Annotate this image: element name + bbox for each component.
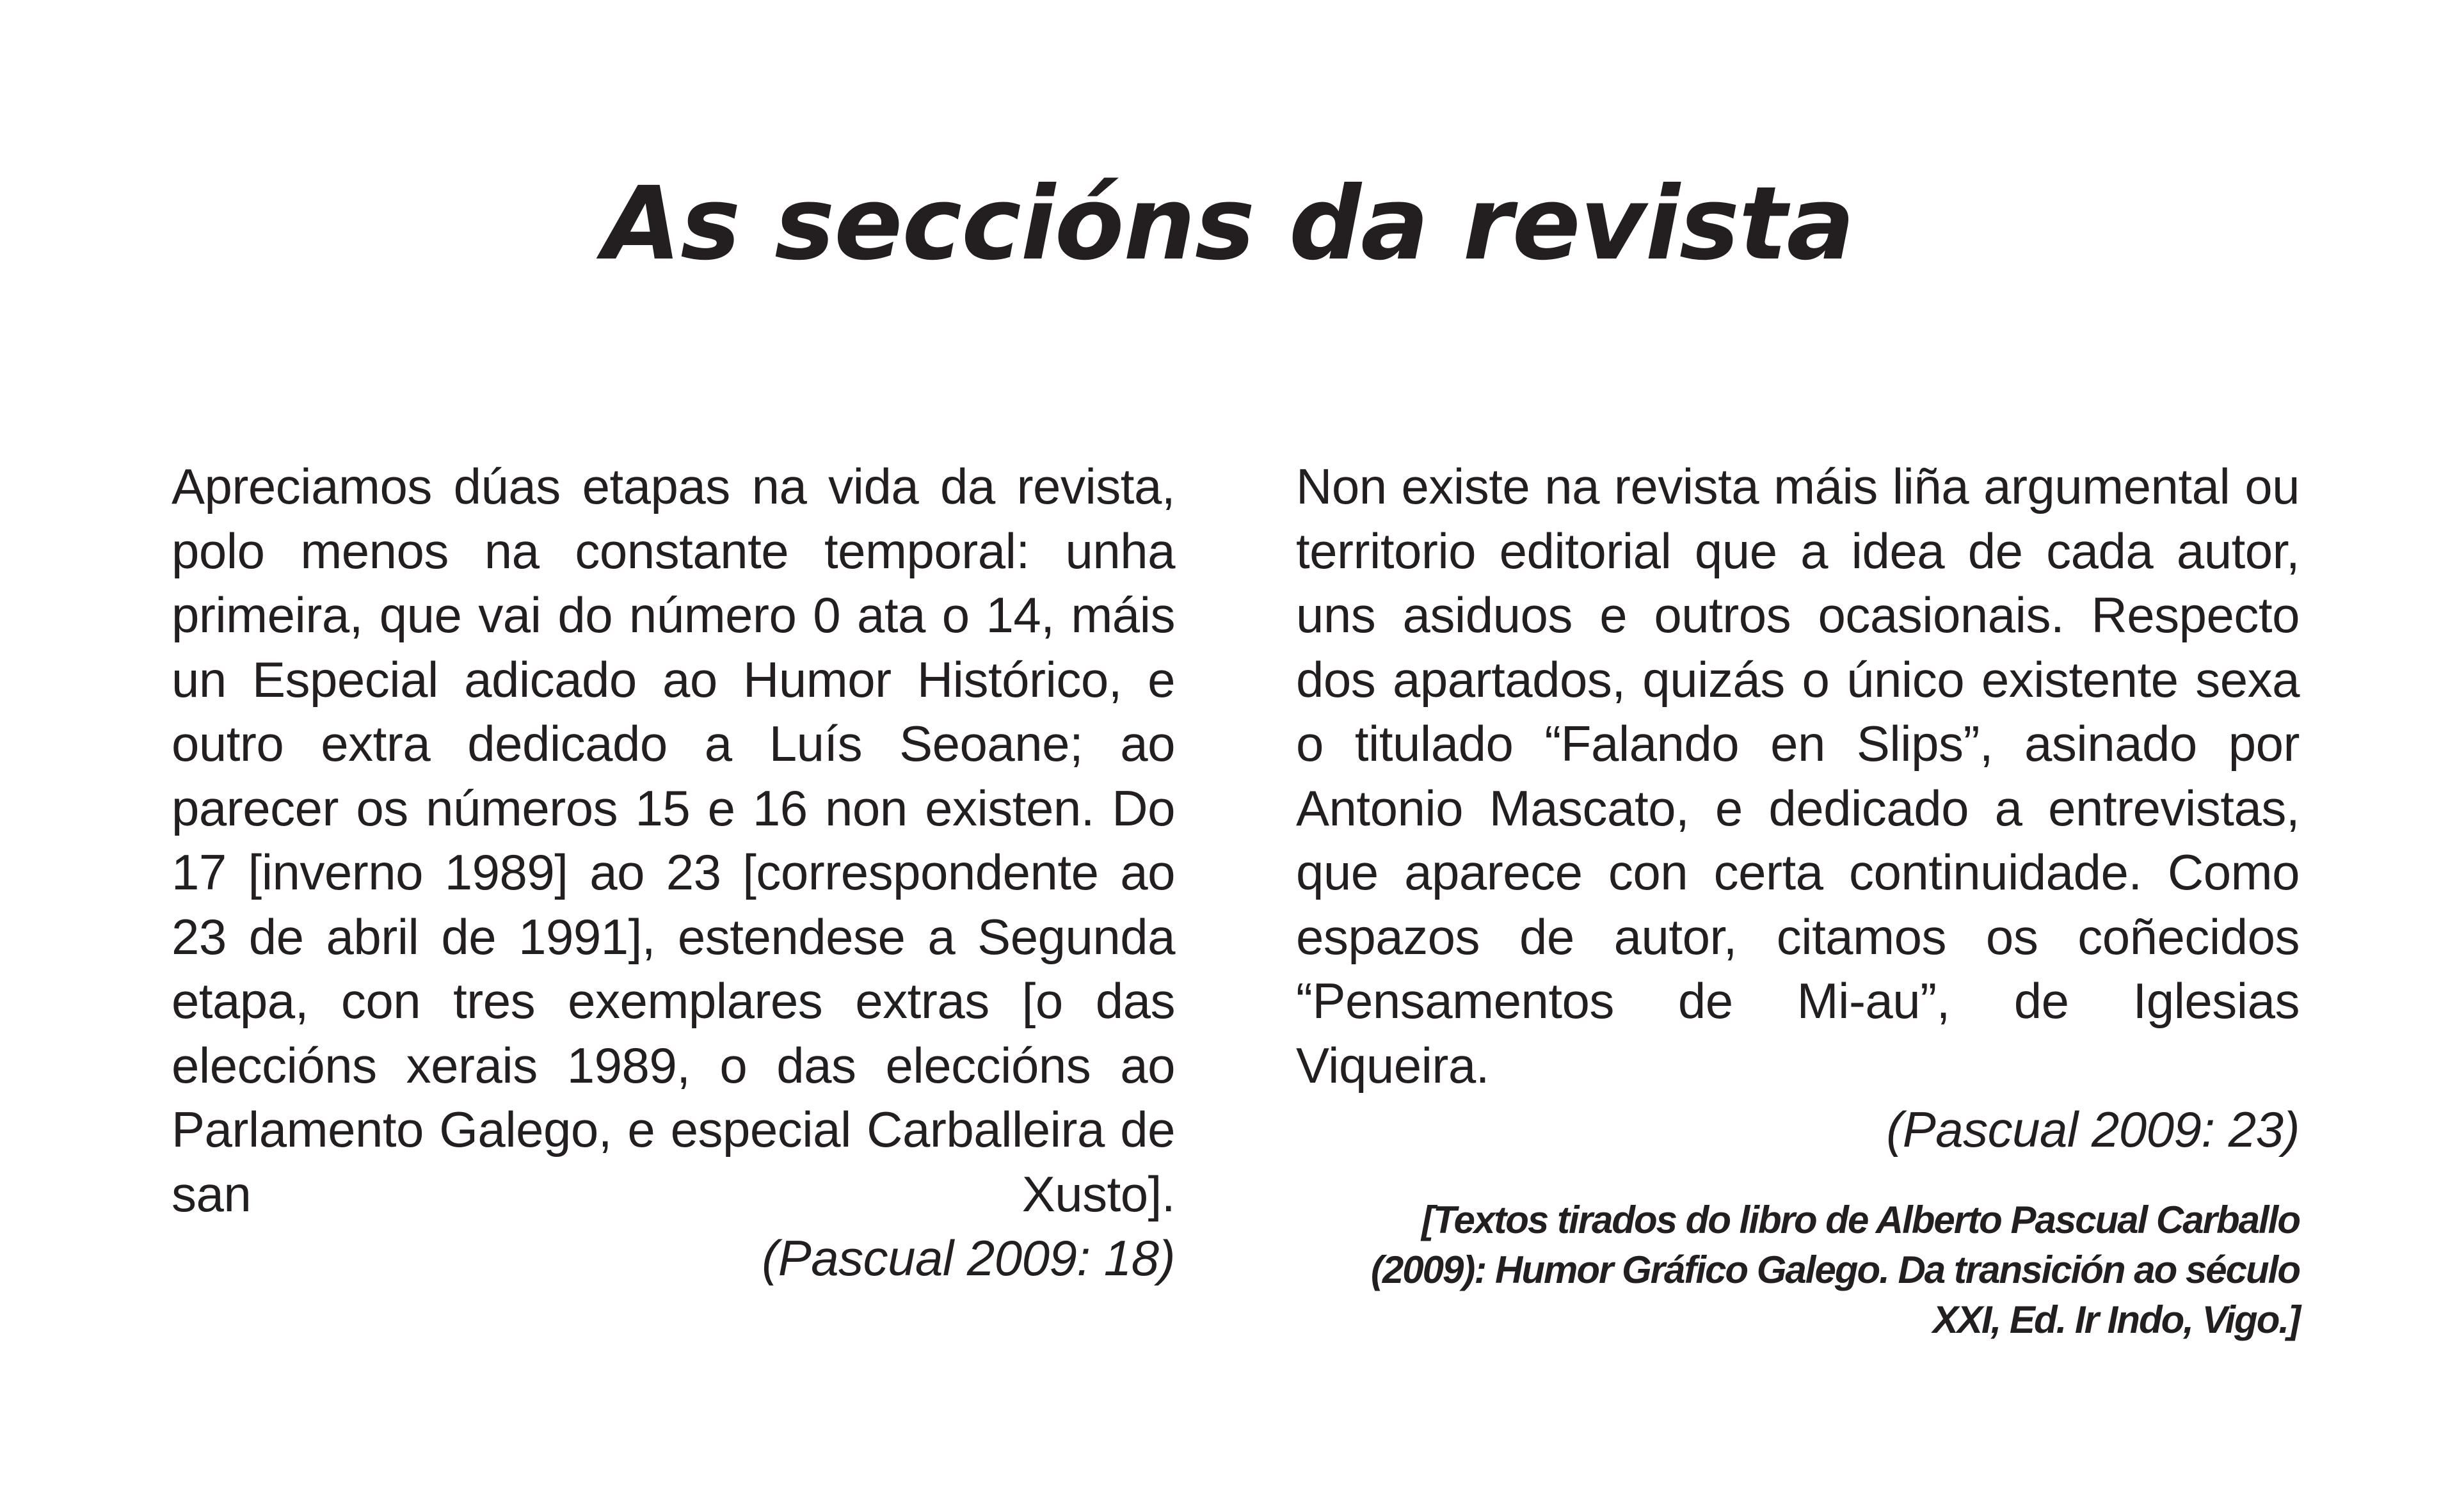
right-column bbox=[1296, 454, 2300, 1162]
left-column-citation: (Pascual 2009: 18) bbox=[762, 1230, 1175, 1286]
source-note: [Textos tirados do libro de Alberto Pascual Carballo (2009): Humor Gráfico Galego. Da transición ao século XXI, Ed. Ir Indo, Vigo.] bbox=[1370, 1198, 2300, 1341]
left-column-body: Apreciamos dúas etapas na vida da revista, polo menos na constante temporal: unha primeira, que vai do número 0 ata o 14, máis un Especial adicado ao Humor Histórico, e outro extra dedicado a Luís Seoane; ao parecer os números 15 e 16 non existen. Do 17 [inverno 1989] ao 23 [correspondente ao 23 de abril de 1991], estendese a Segunda etapa, con tres exemplares extras [o das eleccións xerais 1989, o das eleccións ao Parlamento Galego, e especial Carballeira de san Xusto]. bbox=[172, 458, 1175, 1222]
page-title: As seccións da revista bbox=[602, 165, 1855, 283]
right-column-citation: (Pascual 2009: 23) bbox=[1886, 1101, 2300, 1158]
right-column-body: Non existe na revista máis liña argumental ou territorio editorial que a idea de cada autor, uns asiduos e outros ocasionais. Respecto dos apartados, quizás o único existente sexa o titulado “Falando en Slips”, asinado por Antonio Mascato, e dedicado a entrevistas, que aparece con certa continuidade. Como espazos de autor, citamos os coñecidos “Pensamentos de Mi-au”, de Iglesias Viqueira. bbox=[1296, 458, 2300, 1094]
left-column bbox=[172, 454, 1175, 1291]
